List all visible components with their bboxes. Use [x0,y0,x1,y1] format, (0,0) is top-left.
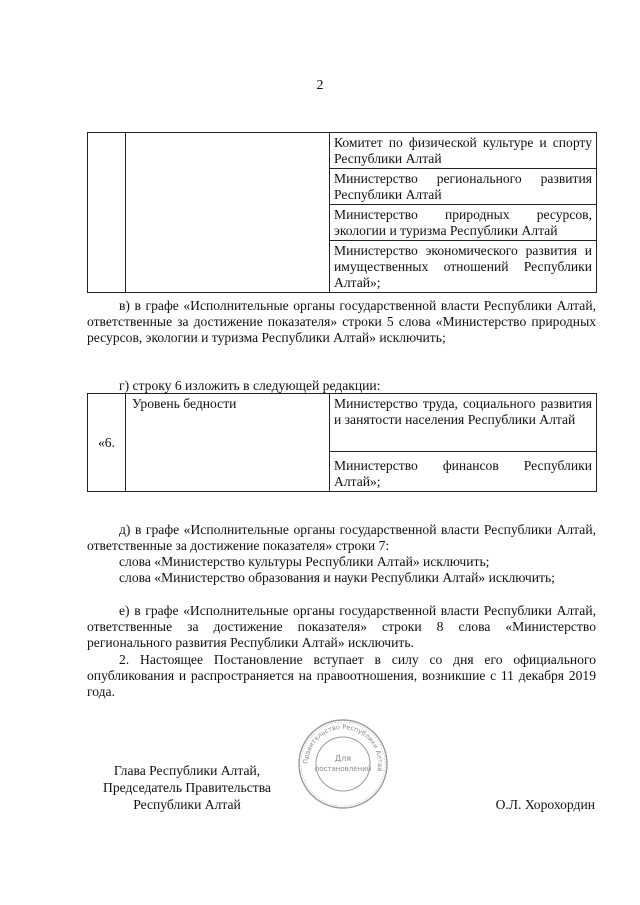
paragraph-d2: слова «Министерство образования и науки Республики Алтай» исключить; [119,570,555,585]
table-cell-organ: Министерство экономического развития и имущественных отношений Республики Алтай»; [330,241,597,293]
paragraph-g: г) строку 6 изложить в следующей редакции: [119,378,381,393]
table-cell-organ: Министерство финансов Республики Алтай»; [330,452,597,492]
stamp-center-line: постановлений [314,765,372,773]
table-cell-number [88,133,126,293]
stamp-ring-text: Правительство Республики Алтай [301,722,385,773]
table-row [88,394,597,452]
table-cell-organ: Министерство природных ресурсов, экологии и туризма Республики Алтай [330,205,597,241]
table-cell-organ: Министерство труда, социального развития и занятости населения Республики Алтай [330,394,597,452]
table-cell-organ: Комитет по физической культуре и спорту Республики Алтай [330,133,597,169]
stamp-center-line: Для [334,754,352,763]
table-cell-indicator: Уровень бедности [126,394,330,492]
signatory-name: О.Л. Хорохордин [495,797,595,812]
signature-line: Республики Алтай [133,797,241,812]
signature-line: Глава Республики Алтай, [113,763,261,778]
paragraph-e: е) в графе «Исполнительные органы государственной власти Республики Алтай, ответственные за достижение показателя» строки 8 слова «Министерство регионального развития Республики Алтай» исключить. [87,603,596,650]
table-row [88,133,597,169]
official-stamp [297,718,389,810]
page-number: 2 [316,78,324,93]
signature-line: Председатель Правительства [103,780,271,795]
table-cell-indicator [126,133,330,293]
table-cell-number: «6. [88,394,126,492]
organs-table-continuation [87,132,597,293]
paragraph-v: в) в графе «Исполнительные органы государственной власти Республики Алтай, ответственные за достижение показателя» строки 5 слова «Министерство природных ресурсов, экологии и туризма Республики Алтай» исключить; [87,298,596,345]
paragraph-d: д) в графе «Исполнительные органы государственной власти Республики Алтай, ответственные за достижение показателя» строки 7: [87,522,596,553]
table-cell-organ: Министерство регионального развития Республики Алтай [330,169,597,205]
row-6-table [87,393,597,492]
paragraph-2: 2. Настоящее Постановление вступает в силу со дня его официального опубликования и распространяется на правоотношения, возникшие с 11 декабря 2019 года. [87,652,596,699]
signature-title [87,762,287,813]
paragraph-d1: слова «Министерство культуры Республики Алтай» исключить; [119,554,490,569]
